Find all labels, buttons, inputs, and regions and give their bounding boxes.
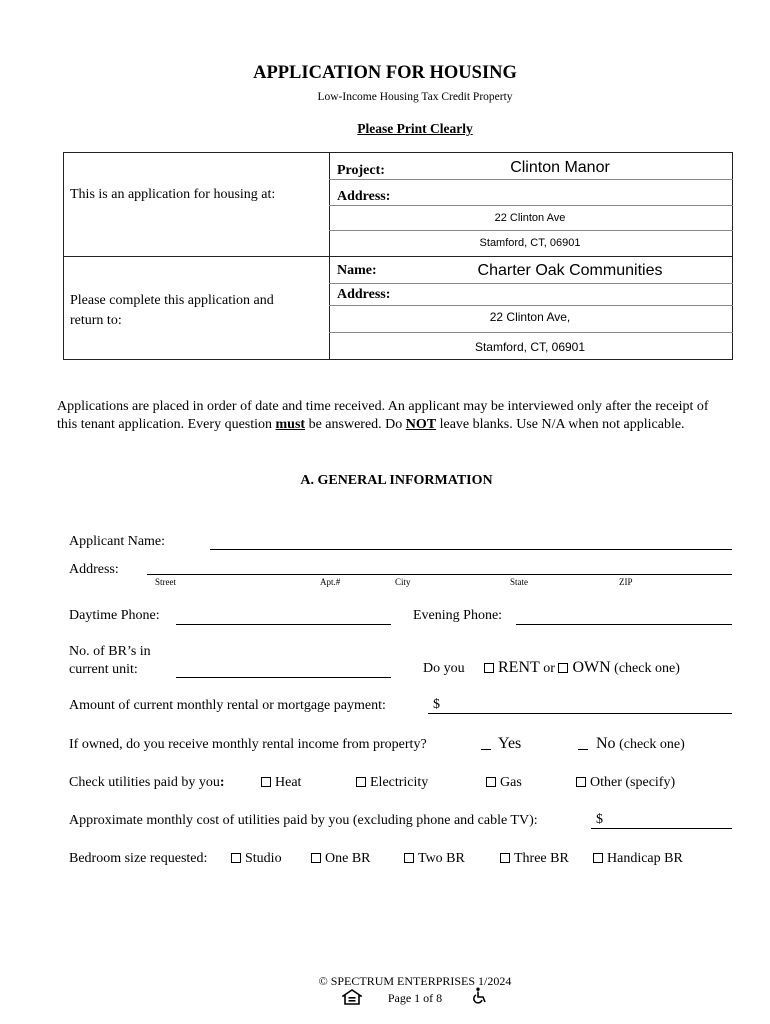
handicap-br-checkbox[interactable] [593, 853, 603, 863]
heat-checkbox[interactable] [261, 777, 271, 787]
project-label: Project: [337, 163, 385, 178]
return-address-line2: Stamford, CT, 06901 [474, 340, 586, 354]
applicant-name-label: Applicant Name: [69, 534, 166, 549]
bedroom-size-label: Bedroom size requested: [69, 851, 208, 866]
studio-checkbox[interactable] [231, 853, 241, 863]
return-name-label: Name: [337, 263, 377, 278]
project-address-line2: Stamford, CT, 06901 [479, 237, 581, 249]
project-address-label: Address: [337, 189, 391, 204]
address-street-caption: Street [155, 577, 176, 587]
address-label: Address: [69, 562, 119, 577]
not-emphasis: NOT [405, 417, 437, 432]
utility-cost-field[interactable] [591, 828, 732, 829]
page-subtitle: Low-Income Housing Tax Credit Property [317, 91, 513, 103]
other-checkbox[interactable] [576, 777, 586, 787]
housing-at-label: This is an application for housing at: [70, 187, 276, 202]
rent-checkbox[interactable] [484, 663, 494, 673]
evening-phone-label: Evening Phone: [413, 608, 503, 623]
bedroom-handicap: Handicap BR [593, 851, 683, 867]
own-checkbox[interactable] [558, 663, 568, 673]
wheelchair-accessibility-icon [472, 987, 488, 1009]
address-zip-caption: ZIP [619, 577, 633, 587]
address-state-caption: State [510, 577, 528, 587]
project-address-line1: 22 Clinton Ave [494, 212, 566, 224]
utility-gas: Gas [486, 775, 522, 791]
must-emphasis: must [275, 417, 306, 432]
address-apt-caption: Apt.# [320, 577, 341, 587]
utility-electricity: Electricity [356, 775, 428, 791]
project-value: Clinton Manor [510, 159, 610, 176]
applicant-name-field[interactable] [210, 549, 732, 550]
section-a-heading: A. GENERAL INFORMATION [300, 473, 493, 488]
own-label: OWN [572, 659, 611, 676]
return-name-value: Charter Oak Communities [477, 262, 663, 279]
gas-checkbox[interactable] [486, 777, 496, 787]
monthly-payment-label: Amount of current monthly rental or mortgage payment: [69, 698, 386, 713]
bedroom-three: Three BR [500, 851, 569, 867]
electricity-checkbox[interactable] [356, 777, 366, 787]
bedroom-two: Two BR [404, 851, 465, 867]
evening-phone-field[interactable] [516, 624, 732, 625]
utility-other: Other (specify) [576, 775, 675, 791]
monthly-payment-dollar: $ [433, 697, 440, 712]
rent-own-check-one: (check one) [614, 661, 680, 676]
return-address-label: Address: [337, 287, 391, 302]
bedroom-one: One BR [311, 851, 371, 867]
two-br-checkbox[interactable] [404, 853, 414, 863]
monthly-payment-field[interactable] [428, 713, 732, 714]
brs-field[interactable] [176, 677, 391, 678]
intro-paragraph: Applications are placed in order of date and time received. An applicant may be interviewed only after the receipt of this tenant application. Every question must be answered. Do NOT leave blanks. Use N/A when not applicable. [57, 399, 709, 432]
rent-own-group: RENT or OWN (check one) [484, 659, 680, 677]
rental-income-yes-blank[interactable] [481, 749, 491, 750]
address-field[interactable] [147, 574, 732, 575]
rent-label: RENT [498, 659, 540, 676]
rental-income-yes: Yes [498, 735, 522, 752]
utilities-label: Check utilities paid by you: [69, 775, 225, 790]
utility-heat: Heat [261, 775, 301, 791]
info-table-row-divider [63, 256, 733, 257]
brs-label: No. of BR’s in current unit: [69, 644, 151, 677]
page-title: APPLICATION FOR HOUSING [253, 63, 517, 83]
utility-cost-dollar: $ [596, 812, 603, 827]
daytime-phone-label: Daytime Phone: [69, 608, 160, 623]
utility-cost-label: Approximate monthly cost of utilities paid by you (excluding phone and cable TV): [69, 813, 538, 828]
rental-income-no-blank[interactable] [578, 749, 588, 750]
one-br-checkbox[interactable] [311, 853, 321, 863]
daytime-phone-field[interactable] [176, 624, 391, 625]
footer-page-number: Page 1 of 8 [387, 991, 443, 1005]
three-br-checkbox[interactable] [500, 853, 510, 863]
print-clearly-note: Please Print Clearly [357, 121, 473, 136]
rental-income-label: If owned, do you receive monthly rental income from property? [69, 737, 427, 752]
address-city-caption: City [395, 577, 411, 587]
rental-income-no-group: No (check one) [596, 735, 685, 752]
bedroom-studio: Studio [231, 851, 282, 867]
return-to-label: Please complete this application and return to: [70, 293, 274, 328]
do-you-label: Do you [423, 661, 465, 676]
return-address-line1: 22 Clinton Ave, [489, 310, 571, 324]
footer-copyright: © SPECTRUM ENTERPRISES 1/2024 [318, 974, 512, 988]
